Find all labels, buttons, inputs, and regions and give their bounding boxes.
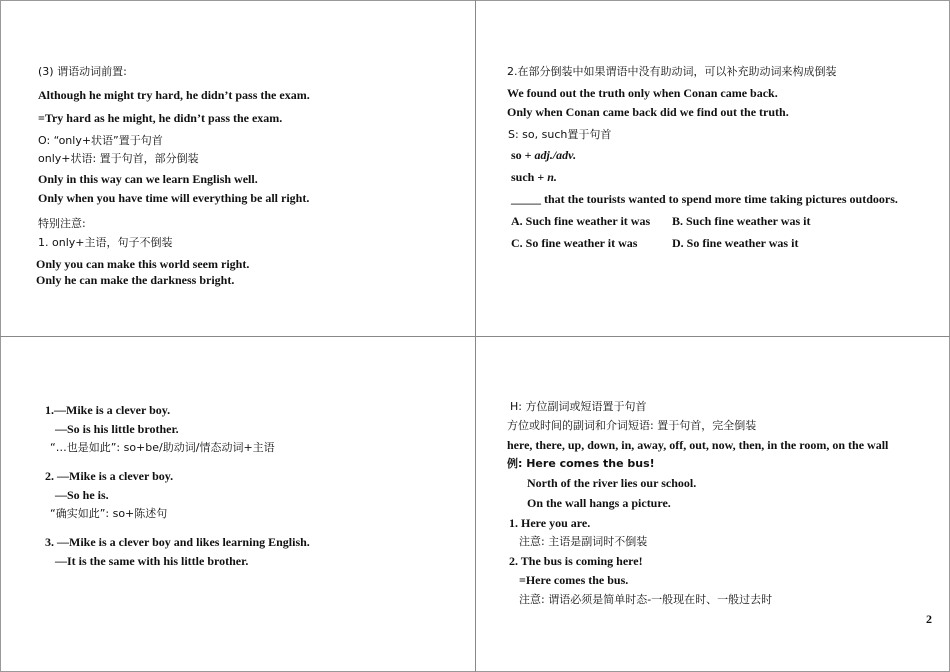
rule-text: 1. only+主语，句子不倒装 — [38, 236, 173, 249]
example-label: 例: Here comes the bus! — [507, 457, 655, 470]
slide-heading: 2.在部分倒装中如果谓语中没有助动词，可以补充助动词来构成倒装 — [507, 65, 837, 78]
rule-heading: S: so, such置于句首 — [508, 128, 612, 141]
dialogue-line: 1.—Mike is a clever boy. — [45, 403, 171, 417]
dialogue-line: —So he is. — [55, 488, 109, 502]
rule-text: only+状语: 置于句首，部分倒装 — [38, 152, 199, 165]
dialogue-line: —It is the same with his little brother. — [55, 554, 249, 568]
dialogue-line: 2. —Mike is a clever boy. — [45, 469, 174, 483]
page-number: 2 — [926, 612, 932, 626]
dialogue-line: 3. —Mike is a clever boy and likes learning English. — [45, 535, 310, 549]
question-stem: _____ that the tourists wanted to spend more time taking pictures outdoors. — [511, 192, 898, 206]
option-a: A. Such fine weather it was — [511, 214, 651, 228]
option-b: B. Such fine weather was it — [672, 214, 811, 228]
example-sentence: Only when you have time will everything be all right. — [38, 191, 310, 205]
note-text: 注意: 主语是副词时不倒装 — [519, 535, 648, 548]
rule-text: “确实如此”: so+陈述句 — [50, 507, 168, 520]
option-d: D. So fine weather was it — [672, 236, 799, 250]
example-sentence: Only he can make the darkness bright. — [36, 273, 235, 287]
example-sentence: Only when Conan came back did we find out the truth. — [507, 105, 789, 119]
rule-text: such + n. — [511, 170, 557, 184]
dialogue-line: —So is his little brother. — [55, 422, 179, 436]
example-sentence: Although he might try hard, he didn’t pass the exam. — [38, 88, 310, 102]
example-sentence: Only you can make this world seem right. — [36, 257, 250, 271]
slide-heading: H: 方位副词或短语置于句首 — [510, 400, 647, 413]
example-sentence: =Try hard as he might, he didn’t pass the exam. — [38, 111, 283, 125]
example-sentence: 1. Here you are. — [509, 516, 591, 530]
rule-text: 方位或时间的副词和介词短语: 置于句首，完全倒装 — [507, 419, 757, 432]
rule-heading: O: “only+状语”置于句首 — [38, 134, 163, 147]
option-c: C. So fine weather it was — [511, 236, 638, 250]
slide-heading: (3) 谓语动词前置: — [38, 65, 127, 78]
example-sentence: 2. The bus is coming here! — [509, 554, 643, 568]
note-heading: 特别注意: — [38, 217, 86, 230]
example-sentence: On the wall hangs a picture. — [527, 496, 671, 510]
example-sentence: =Here comes the bus. — [519, 573, 629, 587]
word-list: here, there, up, down, in, away, off, out, now, then, in the room, on the wall — [507, 438, 889, 452]
note-text: 注意: 谓语必须是简单时态-一般现在时、一般过去时 — [519, 593, 773, 606]
example-sentence: North of the river lies our school. — [527, 476, 697, 490]
example-sentence: Only in this way can we learn English well. — [38, 172, 258, 186]
rule-text: “…也是如此”: so+be/助动词/情态动词+主语 — [50, 441, 275, 454]
horizontal-divider — [0, 336, 950, 337]
example-sentence: We found out the truth only when Conan came back. — [507, 86, 778, 100]
rule-text: so + adj./adv. — [511, 148, 577, 162]
